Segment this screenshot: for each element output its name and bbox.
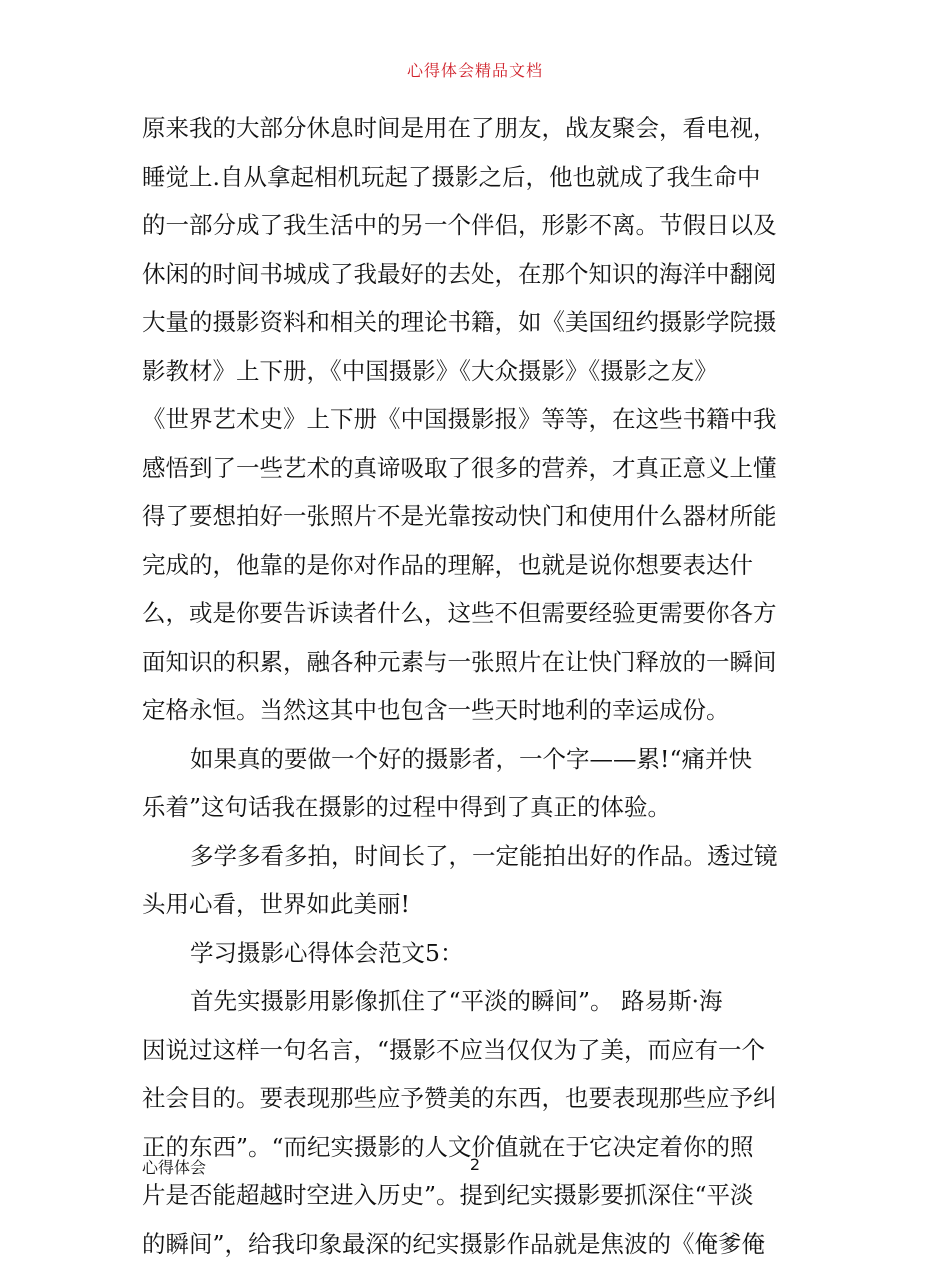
document-body — [142, 104, 814, 1268]
text-line: 定格永恒。当然这其中也包含一些天时地利的幸运成份。 — [142, 686, 814, 735]
text-line: 睡觉上.自从拿起相机玩起了摄影之后，他也就成了我生命中 — [142, 153, 814, 202]
page-header-title: 心得体会精品文档 — [0, 58, 950, 81]
text-line: 休闲的时间书城成了我最好的去处，在那个知识的海洋中翻阅 — [142, 250, 814, 299]
paragraph-start-line: 如果真的要做一个好的摄影者，一个字——累!“痛并快 — [142, 735, 814, 784]
text-line: 社会目的。要表现那些应予赞美的东西，也要表现那些应予纠 — [142, 1074, 814, 1123]
footer-label: 心得体会 — [142, 1155, 206, 1178]
text-line: 么，或是你要告诉读者什么，这些不但需要经验更需要你各方 — [142, 589, 814, 638]
page-number: 2 — [460, 1155, 490, 1174]
text-line: 感悟到了一些艺术的真谛吸取了很多的营养，才真正意义上懂 — [142, 444, 814, 493]
text-line: 的瞬间”，给我印象最深的纪实摄影作品就是焦波的《俺爹俺 — [142, 1220, 814, 1268]
text-line: 头用心看，世界如此美丽! — [142, 880, 814, 929]
text-line: 片是否能超越时空进入历史”。提到纪实摄影要抓深住“平淡 — [142, 1171, 814, 1220]
text-line: 完成的，他靠的是你对作品的理解，也就是说你想要表达什 — [142, 541, 814, 590]
text-line: 影教材》上下册，《中国摄影》《大众摄影》《摄影之友》 — [142, 347, 814, 396]
text-line: 原来我的大部分休息时间是用在了朋友，战友聚会，看电视， — [142, 104, 814, 153]
text-line: 得了要想拍好一张照片不是光靠按动快门和使用什么器材所能 — [142, 492, 814, 541]
text-line: 因说过这样一句名言，“摄影不应当仅仅为了美，而应有一个 — [142, 1026, 814, 1075]
text-line: 乐着”这句话我在摄影的过程中得到了真正的体验。 — [142, 783, 814, 832]
paragraph-start-line: 多学多看多拍，时间长了，一定能拍出好的作品。透过镜 — [142, 832, 814, 881]
text-line: 的一部分成了我生活中的另一个伴侣，形影不离。节假日以及 — [142, 201, 814, 250]
text-line: 正的东西”。“而纪实摄影的人文价值就在于它决定着你的照 — [142, 1123, 814, 1172]
text-line: 《世界艺术史》上下册《中国摄影报》等等，在这些书籍中我 — [142, 395, 814, 444]
text-line: 面知识的积累，融各种元素与一张照片在让快门释放的一瞬间 — [142, 638, 814, 687]
text-line: 大量的摄影资料和相关的理论书籍，如《美国纽约摄影学院摄 — [142, 298, 814, 347]
paragraph-start-line: 首先实摄影用影像抓住了“平淡的瞬间”。 路易斯·海 — [142, 977, 814, 1026]
section-heading-line: 学习摄影心得体会范文5： — [142, 929, 814, 978]
